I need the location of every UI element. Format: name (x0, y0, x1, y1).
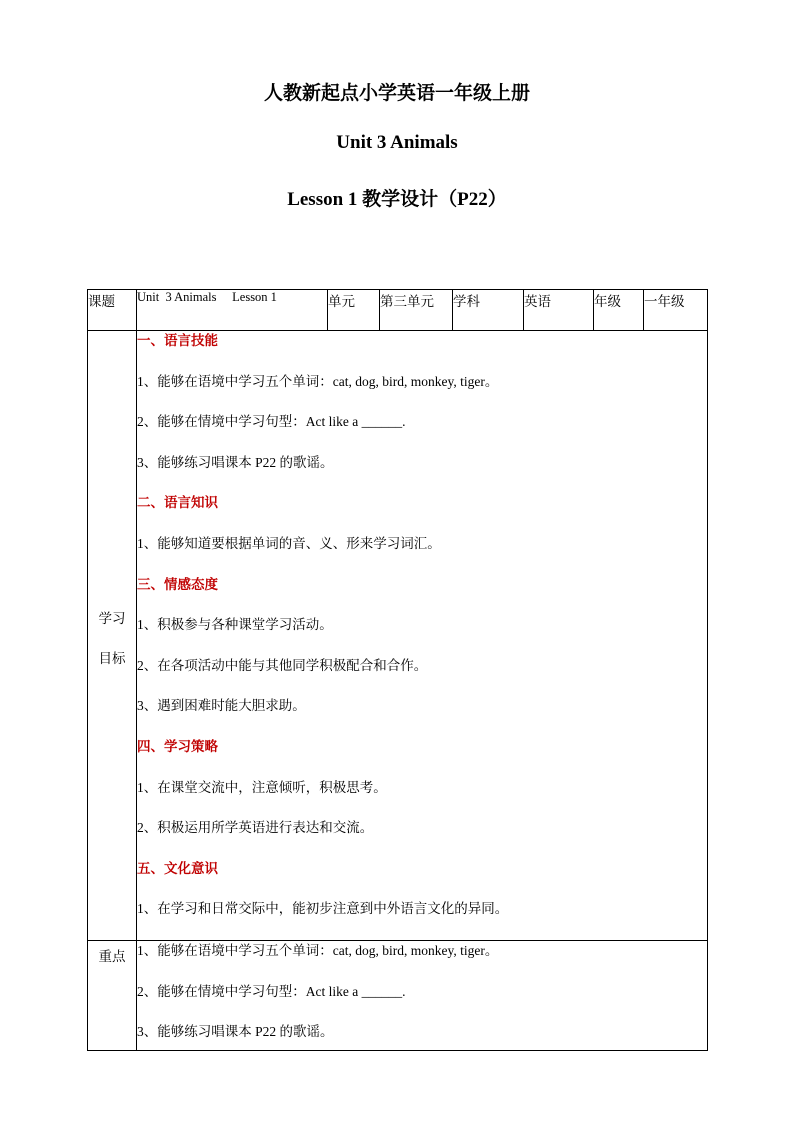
grade-value: 一年级 (644, 290, 708, 331)
unit-title: Unit 3 Animals (336, 132, 458, 153)
objective-item: 1、能够知道要根据单词的音、义、形来学习词汇。 (137, 535, 441, 551)
topic-value: Unit 3 Animals Lesson 1 (137, 290, 328, 331)
objective-item: 1、在课堂交流中，注意倾听，积极思考。 (137, 779, 387, 795)
objective-item: 2、积极运用所学英语进行表达和交流。 (137, 820, 374, 836)
key-points-row (88, 940, 708, 1050)
unit-value: 第三单元 (380, 290, 453, 331)
grade-label: 年级 (594, 290, 644, 331)
objective-heading: 二、语言知识 (137, 495, 218, 511)
objectives-content (137, 331, 708, 941)
subject-label: 学科 (453, 290, 524, 331)
key-point-item: 2、能够在情境中学习句型：Act like a ______. (137, 983, 406, 999)
key-points-list (137, 941, 707, 1050)
document-title: 人教新起点小学英语一年级上册 (263, 83, 530, 104)
key-point-item: 3、能够练习唱课本 P22 的歌谣。 (137, 1024, 334, 1040)
objective-item: 1、积极参与各种课堂学习活动。 (137, 617, 333, 633)
objective-item: 1、在学习和日常交际中，能初步注意到中外语言文化的异同。 (137, 901, 509, 917)
key-points-label (88, 940, 137, 1050)
header-row (88, 290, 708, 331)
lesson-title: Lesson 1 教学设计（P22） (287, 189, 507, 210)
objective-heading: 五、文化意识 (137, 860, 218, 876)
subject-value: 英语 (524, 290, 594, 331)
objectives-list (137, 331, 707, 940)
objective-item: 1、能够在语境中学习五个单词：cat, dog, bird, monkey, tiger。 (137, 373, 499, 389)
objective-item: 2、在各项活动中能与其他同学积极配合和合作。 (137, 657, 428, 673)
objective-heading: 一、语言技能 (137, 333, 218, 348)
objectives-row (88, 331, 708, 941)
objectives-label-line2: 目标 (98, 651, 126, 666)
topic-label: 课题 (88, 290, 137, 331)
objective-item: 2、能够在情境中学习句型：Act like a ______. (137, 414, 406, 430)
key-point-item: 1、能够在语境中学习五个单词：cat, dog, bird, monkey, tiger。 (137, 942, 499, 958)
unit-label: 单元 (328, 290, 380, 331)
lesson-plan-table (87, 289, 708, 1051)
objective-heading: 四、学习策略 (137, 738, 218, 754)
objective-item: 3、遇到困难时能大胆求助。 (137, 698, 306, 714)
objective-item: 3、能够练习唱课本 P22 的歌谣。 (137, 454, 334, 470)
objectives-label (88, 331, 137, 941)
key-points-label-text: 重点 (98, 948, 126, 964)
objectives-label-line1: 学习 (98, 611, 126, 626)
key-points-content (137, 940, 708, 1050)
objective-heading: 三、情感态度 (137, 576, 218, 592)
